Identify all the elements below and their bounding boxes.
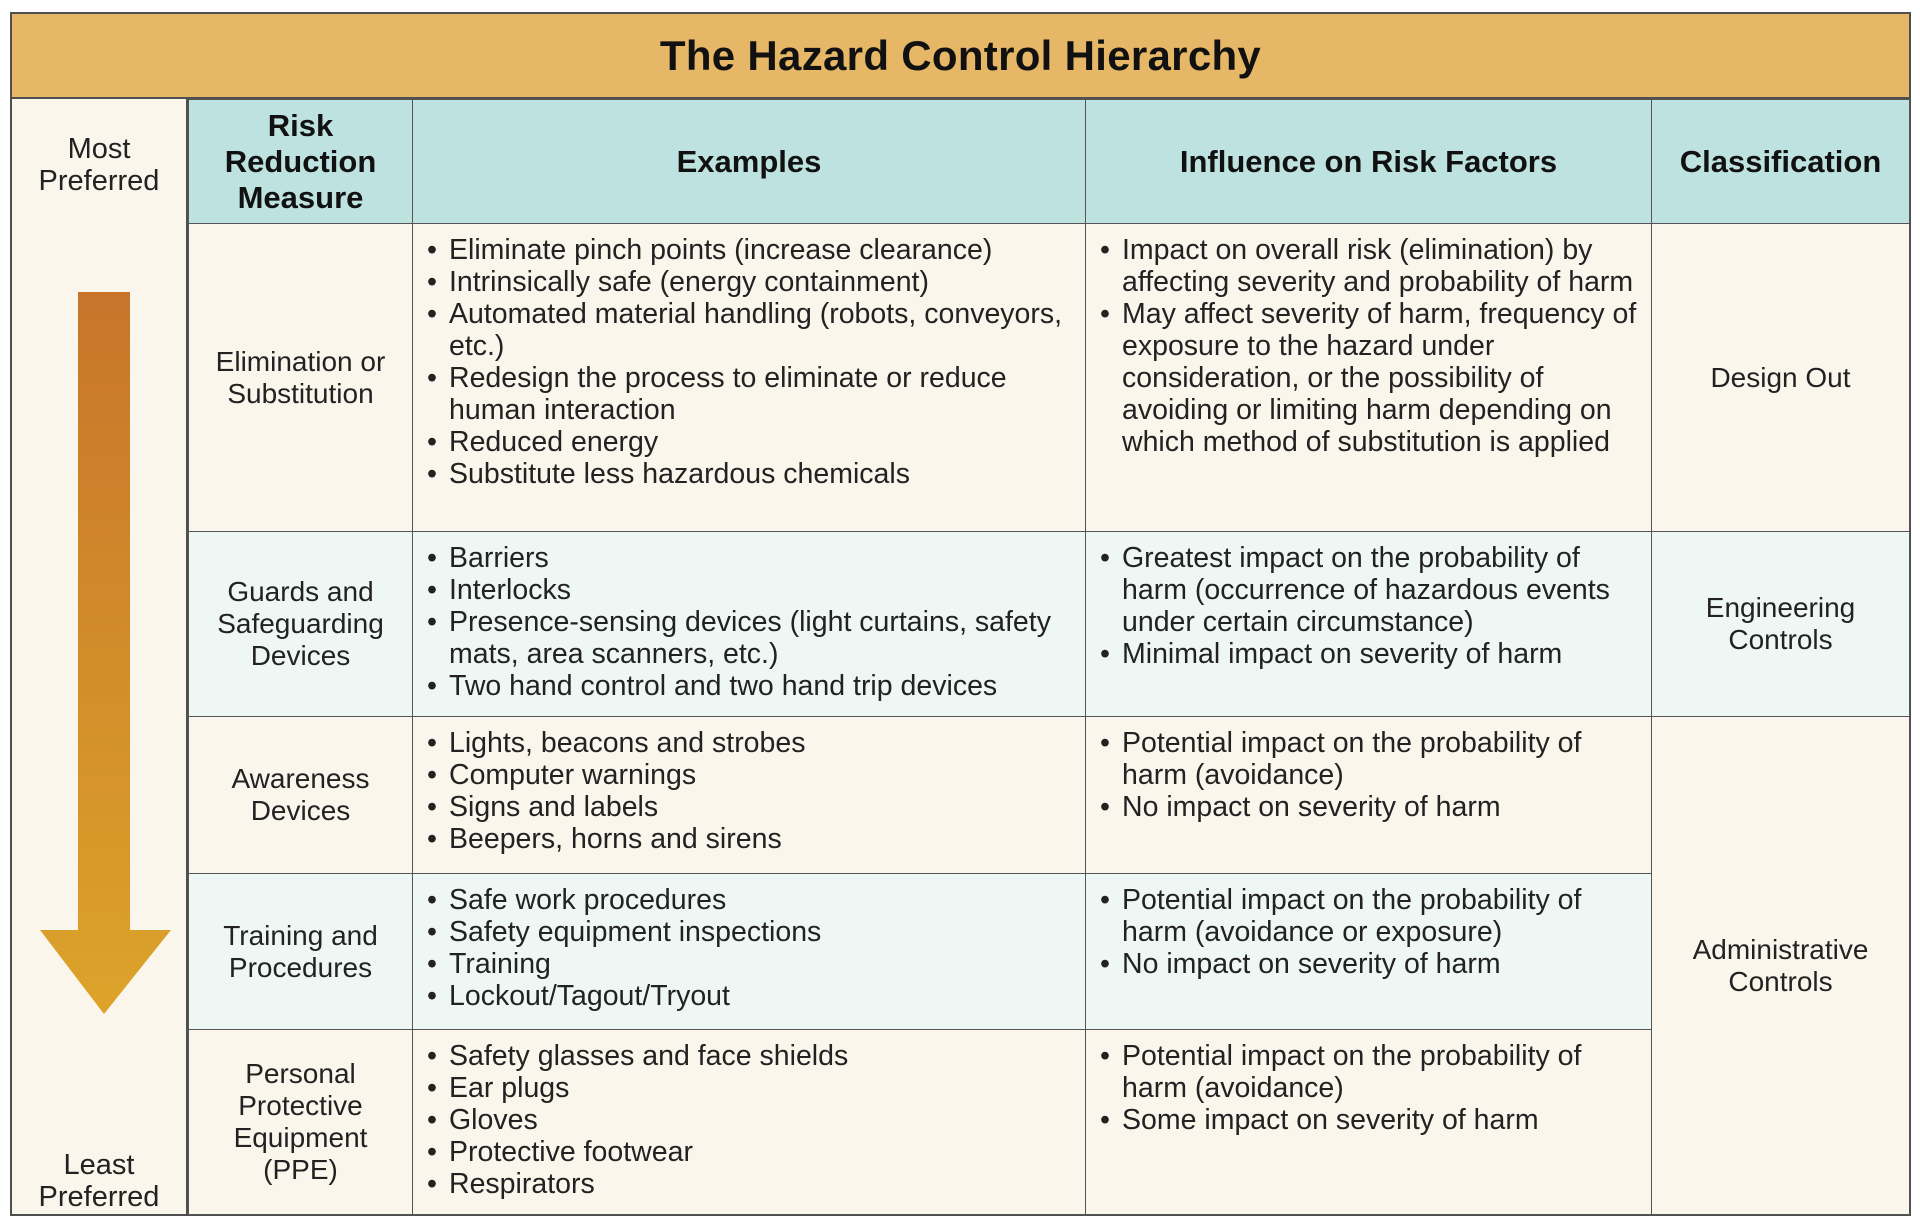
- classification-administrative: Administrative Controls: [1652, 717, 1910, 1215]
- list-item: • Barriers: [427, 542, 1077, 574]
- list-item: • Interlocks: [427, 574, 1077, 606]
- influence-cell: [1086, 874, 1652, 1030]
- list-item: • Some impact on severity of harm: [1100, 1104, 1643, 1136]
- list-item: • No impact on severity of harm: [1100, 791, 1643, 823]
- list-item: • Training: [427, 948, 1077, 980]
- influence-cell: [1086, 532, 1652, 717]
- header-examples: Examples: [413, 100, 1086, 224]
- hazard-control-hierarchy-figure: [10, 12, 1911, 1216]
- list-item: • Potential impact on the probability of harm (avoidance): [1100, 727, 1643, 791]
- list-item: • Automated material handling (robots, conveyors, etc.): [427, 298, 1077, 362]
- list-item: • Gloves: [427, 1104, 1077, 1136]
- list-item: • Presence-sensing devices (light curtains, safety mats, area scanners, etc.): [427, 606, 1077, 670]
- examples-cell: [413, 717, 1086, 874]
- list-item: • Potential impact on the probability of harm (avoidance): [1100, 1040, 1643, 1104]
- most-preferred-label: Most Preferred: [38, 133, 160, 197]
- list-item: • No impact on severity of harm: [1100, 948, 1643, 980]
- list-item: • Reduced energy: [427, 426, 1077, 458]
- measure-cell: Personal Protective Equipment (PPE): [189, 1030, 413, 1215]
- influence-cell: [1086, 717, 1652, 874]
- list-item: • Substitute less hazardous chemicals: [427, 458, 1077, 490]
- list-item: • Redesign the process to eliminate or reduce human interaction: [427, 362, 1077, 426]
- header-row: [189, 100, 1910, 224]
- list-item: • Computer warnings: [427, 759, 1077, 791]
- list-item: • Greatest impact on the probability of harm (occurrence of hazardous events under certain circumstance): [1100, 542, 1643, 638]
- title-bar: [12, 14, 1909, 99]
- table-row: [189, 224, 1910, 532]
- preference-column: [12, 99, 188, 1214]
- influence-cell: [1086, 1030, 1652, 1215]
- examples-cell: [413, 1030, 1086, 1215]
- list-item: • Intrinsically safe (energy containment): [427, 266, 1077, 298]
- header-influence: Influence on Risk Factors: [1086, 100, 1652, 224]
- list-item: • Signs and labels: [427, 791, 1077, 823]
- table-row: [189, 874, 1910, 1030]
- list-item: • Safety glasses and face shields: [427, 1040, 1077, 1072]
- list-item: • Safety equipment inspections: [427, 916, 1077, 948]
- list-item: • May affect severity of harm, frequency of exposure to the hazard under consideration, or the possibility of avoiding or limiting harm depending on which method of substitution is applied: [1100, 298, 1643, 458]
- measure-cell: Awareness Devices: [189, 717, 413, 874]
- classification-design-out: Design Out: [1652, 224, 1910, 532]
- table-row: [189, 1030, 1910, 1215]
- list-item: • Lights, beacons and strobes: [427, 727, 1077, 759]
- list-item: • Beepers, horns and sirens: [427, 823, 1077, 855]
- measure-cell: Training and Procedures: [189, 874, 413, 1030]
- header-classification: Classification: [1652, 100, 1910, 224]
- page-title: The Hazard Control Hierarchy: [659, 31, 1262, 79]
- list-item: • Respirators: [427, 1168, 1077, 1200]
- list-item: • Minimal impact on severity of harm: [1100, 638, 1643, 670]
- classification-engineering: Engineering Controls: [1652, 532, 1910, 717]
- examples-cell: [413, 874, 1086, 1030]
- list-item: • Potential impact on the probability of harm (avoidance or exposure): [1100, 884, 1643, 948]
- list-item: • Two hand control and two hand trip devices: [427, 670, 1077, 702]
- examples-cell: [413, 224, 1086, 532]
- examples-cell: [413, 532, 1086, 717]
- list-item: • Ear plugs: [427, 1072, 1077, 1104]
- header-measure: Risk Reduction Measure: [189, 100, 413, 224]
- least-preferred-label: Least Preferred: [38, 1149, 160, 1213]
- list-item: • Protective footwear: [427, 1136, 1077, 1168]
- list-item: • Safe work procedures: [427, 884, 1077, 916]
- measure-cell: Elimination or Substitution: [189, 224, 413, 532]
- list-item: • Impact on overall risk (elimination) by affecting severity and probability of harm: [1100, 234, 1643, 298]
- list-item: • Lockout/Tagout/Tryout: [427, 980, 1077, 1012]
- influence-cell: [1086, 224, 1652, 532]
- list-item: • Eliminate pinch points (increase clearance): [427, 234, 1077, 266]
- hierarchy-table: [188, 99, 1910, 1215]
- measure-cell: Guards and Safeguarding Devices: [189, 532, 413, 717]
- down-arrow-icon: [40, 292, 172, 1014]
- table-row: [189, 532, 1910, 717]
- table-row: [189, 717, 1910, 874]
